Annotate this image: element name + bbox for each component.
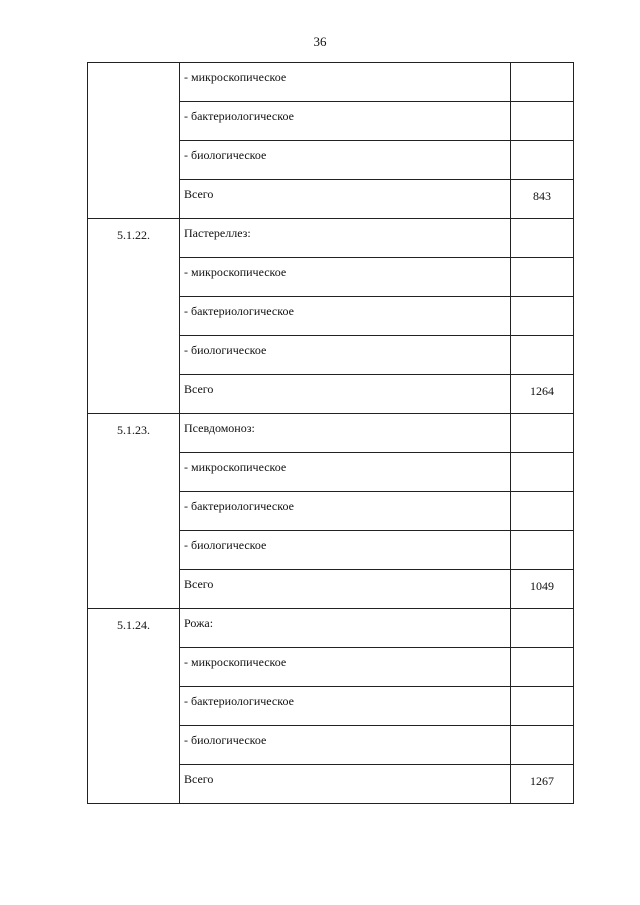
- method-name: - бактериологическое: [184, 499, 294, 513]
- method-name: - бактериологическое: [184, 694, 294, 708]
- value: 1049: [530, 579, 554, 593]
- page-number: 36: [313, 34, 327, 49]
- value: [511, 141, 573, 150]
- method-name: - биологическое: [184, 343, 267, 357]
- method-name: Псевдомоноз:: [184, 421, 255, 435]
- value: [511, 63, 573, 72]
- method-name: Всего: [184, 772, 214, 786]
- value: 1264: [530, 384, 554, 398]
- value: [511, 531, 573, 540]
- section-number: [88, 63, 179, 72]
- value-cell: [511, 492, 574, 531]
- value-cell: [511, 258, 574, 297]
- value: [511, 492, 573, 501]
- method-name: Всего: [184, 187, 214, 201]
- method-name: - биологическое: [184, 538, 267, 552]
- value: [511, 219, 573, 228]
- method-name-cell: [180, 765, 511, 804]
- method-name-cell: [180, 492, 511, 531]
- value: [511, 297, 573, 306]
- value: [511, 102, 573, 111]
- method-name: - микроскопическое: [184, 460, 287, 474]
- value: [511, 609, 573, 618]
- method-name: Всего: [184, 577, 214, 591]
- method-name-cell: [180, 531, 511, 570]
- value-cell: [511, 726, 574, 765]
- value-cell: [511, 141, 574, 180]
- section-number-cell: [88, 414, 180, 609]
- method-name-cell: [180, 336, 511, 375]
- value-cell: [511, 219, 574, 258]
- method-name: - микроскопическое: [184, 70, 287, 84]
- value: [511, 258, 573, 267]
- value-cell: [511, 336, 574, 375]
- method-name-cell: [180, 648, 511, 687]
- method-name: - биологическое: [184, 148, 267, 162]
- section-number: 5.1.24.: [117, 618, 150, 632]
- value-cell: [511, 453, 574, 492]
- value-cell: [511, 375, 574, 414]
- value: [511, 336, 573, 345]
- method-name-cell: [180, 258, 511, 297]
- value-cell: [511, 531, 574, 570]
- method-name: - микроскопическое: [184, 265, 287, 279]
- method-name: Всего: [184, 382, 214, 396]
- value-cell: [511, 765, 574, 804]
- table-row: [88, 63, 574, 102]
- value: [511, 648, 573, 657]
- method-name-cell: [180, 414, 511, 453]
- value: 1267: [530, 774, 554, 788]
- table-body: [88, 63, 574, 804]
- value-cell: [511, 63, 574, 102]
- method-name-cell: [180, 219, 511, 258]
- value-cell: [511, 648, 574, 687]
- method-name-cell: [180, 570, 511, 609]
- table-row: [88, 609, 574, 648]
- method-name-cell: [180, 297, 511, 336]
- method-name-cell: [180, 102, 511, 141]
- method-name-cell: [180, 141, 511, 180]
- method-name-cell: [180, 726, 511, 765]
- method-name-cell: [180, 180, 511, 219]
- method-name: - микроскопическое: [184, 655, 287, 669]
- value: [511, 687, 573, 696]
- method-name-cell: [180, 375, 511, 414]
- value-cell: [511, 297, 574, 336]
- table-row: [88, 414, 574, 453]
- section-number: 5.1.22.: [117, 228, 150, 242]
- method-name: Рожа:: [184, 616, 214, 630]
- value-cell: [511, 609, 574, 648]
- method-name-cell: [180, 609, 511, 648]
- method-name: Пастереллез:: [184, 226, 251, 240]
- method-name-cell: [180, 453, 511, 492]
- value: [511, 453, 573, 462]
- value-cell: [511, 102, 574, 141]
- value-cell: [511, 570, 574, 609]
- method-name-cell: [180, 63, 511, 102]
- method-name: - бактериологическое: [184, 109, 294, 123]
- section-number-cell: [88, 63, 180, 219]
- section-number: 5.1.23.: [117, 423, 150, 437]
- value: [511, 414, 573, 423]
- table-row: [88, 219, 574, 258]
- methods-table: [87, 62, 574, 804]
- method-name: - биологическое: [184, 733, 267, 747]
- section-number-cell: [88, 219, 180, 414]
- method-name: - бактериологическое: [184, 304, 294, 318]
- value: [511, 726, 573, 735]
- value-cell: [511, 414, 574, 453]
- value: 843: [533, 189, 551, 203]
- section-number-cell: [88, 609, 180, 804]
- value-cell: [511, 687, 574, 726]
- value-cell: [511, 180, 574, 219]
- method-name-cell: [180, 687, 511, 726]
